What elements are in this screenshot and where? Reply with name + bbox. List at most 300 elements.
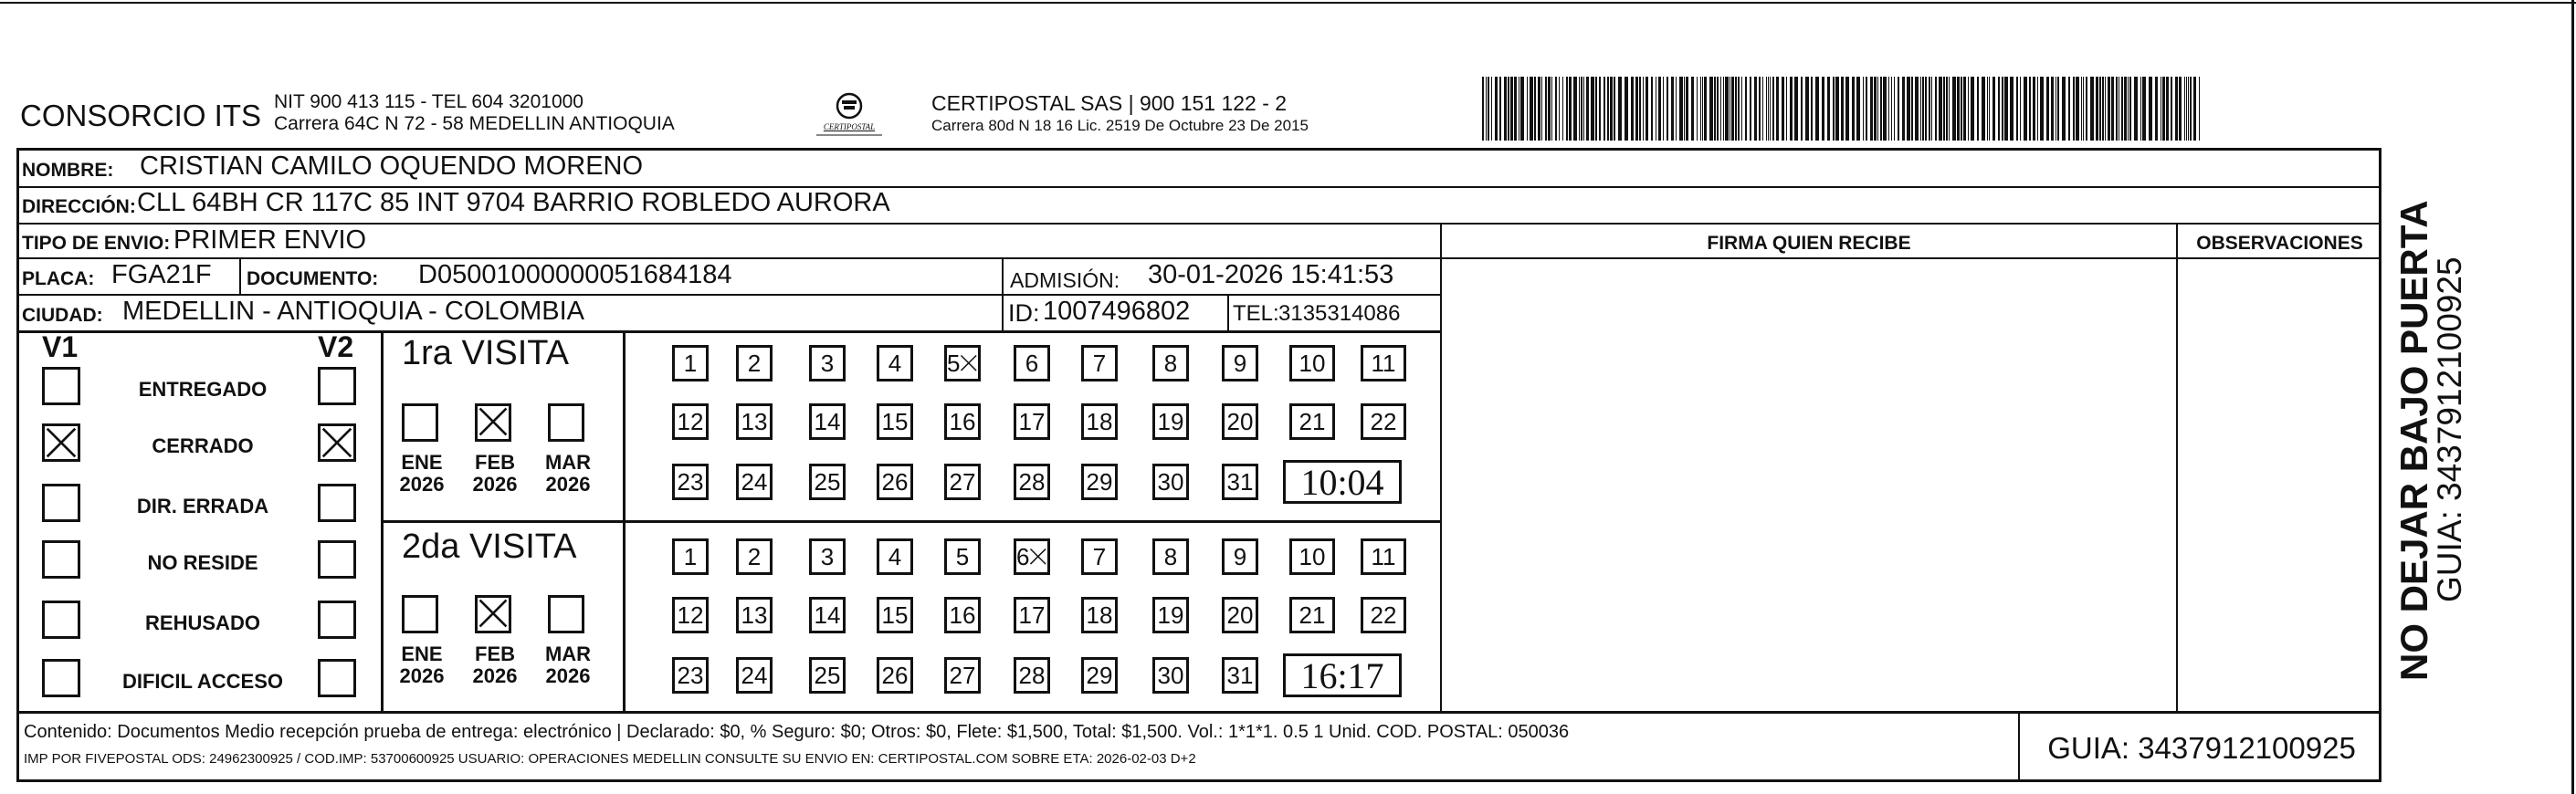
day-box[interactable]: 20 [1222,403,1258,440]
barcode-bar [1717,77,1719,141]
top-edge-line [0,2,2576,4]
admision-label: ADMISIÓN: [1010,268,1120,292]
v2-checkbox[interactable] [318,367,356,405]
month-year: 2026 [545,473,591,496]
day-box[interactable]: 12 [672,597,709,633]
footer-top-line [16,711,2381,714]
barcode-bar [1551,77,1552,141]
day-box[interactable]: 6 [1014,538,1050,575]
barcode-bar [2166,77,2169,141]
barcode-bar [2102,77,2104,141]
barcode-bar [1691,77,1694,141]
day-box[interactable]: 26 [877,464,913,500]
barcode-bar [2140,77,2141,141]
barcode-bar [1920,77,1921,141]
barcode-bar [1709,77,1713,141]
barcode-bar [1762,77,1763,141]
barcode-bar [1776,77,1779,141]
barcode-bar [2199,77,2200,141]
v1-checkbox[interactable] [42,659,80,697]
barcode-bar [2149,77,2152,141]
carrier-line-1: CERTIPOSTAL SAS | 900 151 122 - 2 [931,91,1288,115]
barcode-bar [1581,77,1582,141]
barcode-bar [1963,77,1966,141]
day-box[interactable]: 21 [1289,597,1335,633]
barcode-bar [2040,77,2044,141]
day-box[interactable]: 30 [1152,464,1189,500]
day-box[interactable]: 2 [736,345,773,381]
barcode-bar [1569,77,1572,141]
day-box[interactable]: 22 [1361,403,1406,440]
day-box[interactable]: 15 [877,403,913,440]
day-box[interactable]: 27 [944,657,981,694]
barcode-bar [2024,77,2027,141]
barcode-bar [2193,77,2196,141]
x-mark-icon [321,426,353,459]
tel-label: TEL: [1233,301,1279,326]
barcode-bar [1651,77,1653,141]
barcode-bar [2037,77,2038,141]
barcode-bar [1510,77,1513,141]
barcode-bar [1894,77,1895,141]
barcode-bar [1998,77,2000,141]
barcode-bar [2179,77,2182,141]
nombre-value: CRISTIAN CAMILO OQUENDO MORENO [140,151,644,181]
barcode-bar [1768,77,1769,141]
barcode-bar [2121,77,2123,141]
barcode-bar [1725,77,1729,141]
day-box[interactable]: 19 [1152,597,1189,633]
day-box[interactable]: 5 [944,538,981,575]
barcode-bar [1704,77,1707,141]
barcode-bar [1508,77,1509,141]
barcode-bar [2083,77,2084,141]
barcode-bar [2142,77,2146,141]
barcode-bar [1977,77,1979,141]
direccion-label: DIRECCIÓN: [22,196,136,217]
barcode-bar [2004,77,2008,141]
barcode-bar [1939,77,1942,141]
day-box[interactable]: 18 [1081,403,1118,440]
day-box[interactable]: 24 [736,657,773,694]
barcode-bar [1968,77,1969,141]
barcode-bar [1583,77,1584,141]
day-box[interactable]: 23 [672,657,709,694]
barcode-bar [1538,77,1540,141]
barcode-bar [1827,77,1830,141]
status-label: DIFICIL ACCESO [121,670,283,693]
barcode-bar [2096,77,2098,141]
barcode-bar [1676,77,1677,141]
barcode-bar [1555,77,1557,141]
barcode-bar [1548,77,1551,141]
month-year: 2026 [545,664,591,687]
ciudad-value: MEDELLIN - ANTIOQUIA - COLOMBIA [122,297,584,326]
barcode-bar [1915,77,1919,141]
certipostal-logo [813,89,886,144]
v2-checkbox[interactable] [318,484,356,522]
barcode-bar [1922,77,1924,141]
day-box[interactable]: 17 [1014,597,1050,633]
v1-checkbox[interactable] [42,540,80,579]
day-box[interactable]: 24 [736,464,773,500]
day-box[interactable]: 11 [1361,538,1406,575]
barcode-bar [1822,77,1824,141]
barcode-bar [1700,77,1701,141]
barcode-bar [1579,77,1580,141]
barcode-bar [2051,77,2054,141]
status-label: DIR. ERRADA [136,495,269,517]
v1-checkbox[interactable] [42,367,80,405]
barcode-bar [1645,77,1648,141]
status-label: CERRADO [152,434,254,457]
barcode-bar [1545,77,1547,141]
barcode-bar [1957,77,1960,141]
day-box[interactable]: 31 [1222,657,1258,694]
v1-checkbox[interactable] [42,601,80,639]
barcode-bar [2033,77,2035,141]
barcode-bar [1815,77,1819,141]
barcode-bar [2128,77,2129,141]
day-box[interactable]: 23 [672,464,709,500]
barcode-bar [1759,77,1761,141]
barcode-bar [1667,77,1668,141]
carrier-line-2: Carrera 80d N 18 16 Lic. 2519 De Octubre 23 De 2015 [931,117,1309,134]
company-line-2: Carrera 64C N 72 - 58 MEDELLIN ANTIOQUIA [274,113,675,134]
barcode-bar [1946,77,1948,141]
placa-label: PLACA: [22,268,95,289]
company-name: CONSORCIO ITS [20,99,262,132]
barcode [1482,77,2203,141]
v2-checkbox[interactable] [318,601,356,639]
right-section-divider [1440,225,1442,711]
vertical-guia: GUIA: 3437912100925 [2431,256,2468,602]
barcode-bar [1971,77,1974,141]
barcode-bar [1782,77,1784,141]
day-box[interactable]: 27 [944,464,981,500]
day-box[interactable]: 4 [877,538,913,575]
barcode-bar [1835,77,1839,141]
footer-guia: GUIA: 3437912100925 [2047,731,2356,765]
barcode-bar [1801,77,1803,141]
barcode-bar [1486,77,1487,141]
barcode-bar [1607,77,1609,141]
barcode-bar [1599,77,1601,141]
month-checkbox[interactable] [548,595,584,633]
day-box[interactable]: 28 [1014,464,1050,500]
day-box[interactable]: 26 [877,657,913,694]
barcode-bar [1731,77,1734,141]
barcode-bar [2184,77,2185,141]
day-box[interactable]: 16 [944,403,981,440]
barcode-bar [1573,77,1577,141]
barcode-bar [1925,77,1927,141]
barcode-bar [1770,77,1771,141]
day-box[interactable]: 1 [672,538,709,575]
barcode-bar [1697,77,1698,141]
day-box[interactable]: 8 [1152,345,1189,381]
month-checkbox[interactable] [475,403,511,442]
day-box[interactable]: 2 [736,538,773,575]
barcode-bar [1898,77,1899,141]
barcode-bar [1833,77,1835,141]
day-box[interactable]: 25 [809,657,846,694]
barcode-bar [1952,77,1956,141]
barcode-bar [1663,77,1664,141]
day-box[interactable]: 4 [877,345,913,381]
day-box[interactable]: 10 [1289,345,1335,381]
barcode-bar [1541,77,1542,141]
barcode-bar [1931,77,1932,141]
barcode-bar [1527,77,1528,141]
barcode-bar [2002,77,2003,141]
barcode-bar [2016,77,2018,141]
barcode-bar [1870,77,1873,141]
day-box[interactable]: 13 [736,403,773,440]
x-mark-icon [1029,548,1047,566]
barcode-bar [1902,77,1905,141]
x-mark-icon [478,598,509,629]
day-box[interactable]: 18 [1081,597,1118,633]
barcode-bar [1610,77,1613,141]
barcode-bar [2076,77,2079,141]
barcode-bar [1786,77,1787,141]
day-box[interactable]: 9 [1222,345,1258,381]
barcode-bar [1811,77,1813,141]
barcode-bar [1845,77,1849,141]
visit2-title: 2da VISITA [402,528,577,566]
x-mark-icon [45,426,78,459]
barcode-bar [1856,77,1860,141]
barcode-bar [1874,77,1877,141]
barcode-bar [2162,77,2165,141]
month-year: 2026 [472,664,518,687]
barcode-bar [1745,77,1747,141]
day-box[interactable]: 6 [1014,345,1050,381]
tel-divider [1227,294,1229,330]
barcode-bar [1805,77,1809,141]
month-name: MAR [544,643,592,665]
status-label: ENTREGADO [138,378,268,401]
day-box[interactable]: 21 [1289,403,1335,440]
barcode-bar [2046,77,2049,141]
barcode-bar [1877,77,1878,141]
placa-value: FGA21F [111,260,212,289]
barcode-bar [1482,77,1484,141]
month-name: ENE [401,643,443,665]
month-checkbox[interactable] [548,403,584,442]
barcode-bar [1794,77,1798,141]
barcode-bar [1534,77,1536,141]
barcode-bar [1679,77,1683,141]
barcode-bar [1883,77,1887,141]
barcode-bar [2190,77,2192,141]
v1-label: V1 [42,330,79,363]
placa-divider [239,259,241,294]
month-checkbox[interactable] [402,403,438,442]
barcode-bar [1738,77,1740,141]
direccion-value: CLL 64BH CR 117C 85 INT 9704 BARRIO ROBLEDO AURORA [137,188,890,217]
day-box[interactable]: 3 [809,538,846,575]
day-box[interactable]: 17 [1014,403,1050,440]
visit1-title: 1ra VISITA [402,334,570,372]
nombre-label: NOMBRE: [22,160,114,181]
barcode-bar [1961,77,1962,141]
day-box[interactable]: 1 [672,345,709,381]
barcode-bar [2188,77,2189,141]
barcode-bar [1530,77,1533,141]
barcode-bar [1603,77,1605,141]
barcode-bar [1520,77,1524,141]
time-box: 10:04 [1283,460,1402,504]
day-box[interactable]: 30 [1152,657,1189,694]
observaciones-header: OBSERVACIONES [2196,233,2363,254]
barcode-bar [1929,77,1930,141]
month-year: 2026 [399,473,445,496]
barcode-bar [1989,77,1990,141]
barcode-bar [1766,77,1767,141]
day-box[interactable]: 22 [1361,597,1406,633]
barcode-bar [1562,77,1563,141]
firma-header: FIRMA QUIEN RECIBE [1707,233,1911,254]
day-box[interactable]: 25 [809,464,846,500]
barcode-bar [1635,77,1638,141]
barcode-bar [1514,77,1517,141]
barcode-bar [2171,77,2172,141]
day-box[interactable]: 12 [672,403,709,440]
barcode-bar [1741,77,1742,141]
barcode-bar [2057,77,2059,141]
day-box[interactable]: 14 [809,403,846,440]
barcode-bar [1880,77,1882,141]
day-box[interactable]: 31 [1222,464,1258,500]
barcode-bar [2099,77,2101,141]
barcode-bar [1591,77,1594,141]
barcode-bar [1720,77,1721,141]
company-line-1: NIT 900 413 115 - TEL 604 3201000 [274,91,584,112]
footer-line-2: IMP POR FIVEPOSTAL ODS: 24962300925 / COD.IMP: 53700600925 USUARIO: OPERACIONES MEDELLIN CONSULTE SU ENVIO EN: CERTIPOSTAL.COM SOBRE ETA: 2026-02-03 D+2 [24,751,1196,767]
barcode-bar [2081,77,2082,141]
day-box[interactable]: 7 [1081,345,1118,381]
barcode-bar [2068,77,2070,141]
id-label: ID: [1008,299,1040,327]
right-edge-line [2571,0,2574,794]
day-box[interactable]: 15 [877,597,913,633]
barcode-bar [1614,77,1615,141]
barcode-bar [1891,77,1892,141]
day-box[interactable]: 3 [809,345,846,381]
tipo-value: PRIMER ENVIO [173,225,367,255]
barcode-bar [1684,77,1685,141]
barcode-bar [2108,77,2110,141]
visit-divider-horizontal [381,520,1440,523]
barcode-bar [1852,77,1855,141]
barcode-bar [1754,77,1757,141]
barcode-bar [1907,77,1910,141]
documento-label: DOCUMENTO: [247,268,379,289]
day-box[interactable]: 5 [944,345,981,381]
footer-line-1: Contenido: Documentos Medio recepción prueba de entrega: electrónico | Declarado: $0, % Seguro: $0; Otros: $0, Flete: $1,500, Total: $1,500. Vol.: 1*1*1. 0.5 1 Unid. COD. POSTAL: 050036 [24,722,1570,742]
barcode-bar [1866,77,1867,141]
barcode-bar [1491,77,1492,141]
barcode-bar [1987,77,1988,141]
month-year: 2026 [472,473,518,496]
day-box[interactable]: 28 [1014,657,1050,694]
certipostal-logo-text: CERTIPOSTAL [823,122,876,131]
barcode-bar [2155,77,2158,141]
barcode-bar [2029,77,2031,141]
v2-checkbox[interactable] [318,540,356,579]
barcode-bar [1624,77,1628,141]
barcode-bar [1566,77,1568,141]
barcode-bar [2090,77,2094,141]
day-box[interactable]: 20 [1222,597,1258,633]
documento-value: D05001000000051684184 [418,260,732,289]
v2-checkbox[interactable] [318,423,356,462]
day-box[interactable]: 8 [1152,538,1189,575]
barcode-bar [1992,77,1995,141]
day-box[interactable]: 16 [944,597,981,633]
ciudad-label: CIUDAD: [22,305,103,326]
status-label: NO RESIDE [147,551,258,574]
barcode-bar [2116,77,2118,141]
day-box[interactable]: 10 [1289,538,1335,575]
barcode-bar [2010,77,2013,141]
day-box[interactable]: 29 [1081,657,1118,694]
barcode-bar [1495,77,1498,141]
barcode-bar [1735,77,1737,141]
day-box[interactable]: 14 [809,597,846,633]
tel-value: 3135314086 [1278,301,1401,326]
barcode-bar [1671,77,1674,141]
barcode-bar [1723,77,1724,141]
month-year: 2026 [399,664,445,687]
month-checkbox[interactable] [402,595,438,633]
x-mark-icon [478,406,509,437]
day-box[interactable]: 13 [736,597,773,633]
barcode-bar [1982,77,1985,141]
barcode-bar [2175,77,2178,141]
day-box[interactable]: 11 [1361,345,1406,381]
day-box[interactable]: 19 [1152,403,1189,440]
barcode-bar [1750,77,1751,141]
barcode-bar [1714,77,1716,141]
barcode-bar [1658,77,1661,141]
barcode-bar [1643,77,1644,141]
day-box[interactable]: 9 [1222,538,1258,575]
v1-checkbox[interactable] [42,484,80,522]
barcode-bar [1639,77,1641,141]
barcode-bar [1943,77,1945,141]
barcode-bar [2105,77,2106,141]
v2-checkbox[interactable] [318,659,356,697]
barcode-bar [2086,77,2087,141]
month-name: FEB [475,451,515,474]
month-name: FEB [475,643,515,665]
barcode-bar [2111,77,2114,141]
month-checkbox[interactable] [475,595,511,633]
barcode-bar [1586,77,1589,141]
v1-checkbox[interactable] [42,423,80,462]
barcode-bar [1911,77,1913,141]
day-box[interactable]: 29 [1081,464,1118,500]
day-box[interactable]: 7 [1081,538,1118,575]
barcode-bar [2062,77,2066,141]
barcode-bar [1772,77,1774,141]
vertical-warning: NO DEJAR BAJO PUERTA [2392,200,2435,681]
x-mark-icon [960,354,978,372]
observaciones-divider [2176,225,2178,711]
